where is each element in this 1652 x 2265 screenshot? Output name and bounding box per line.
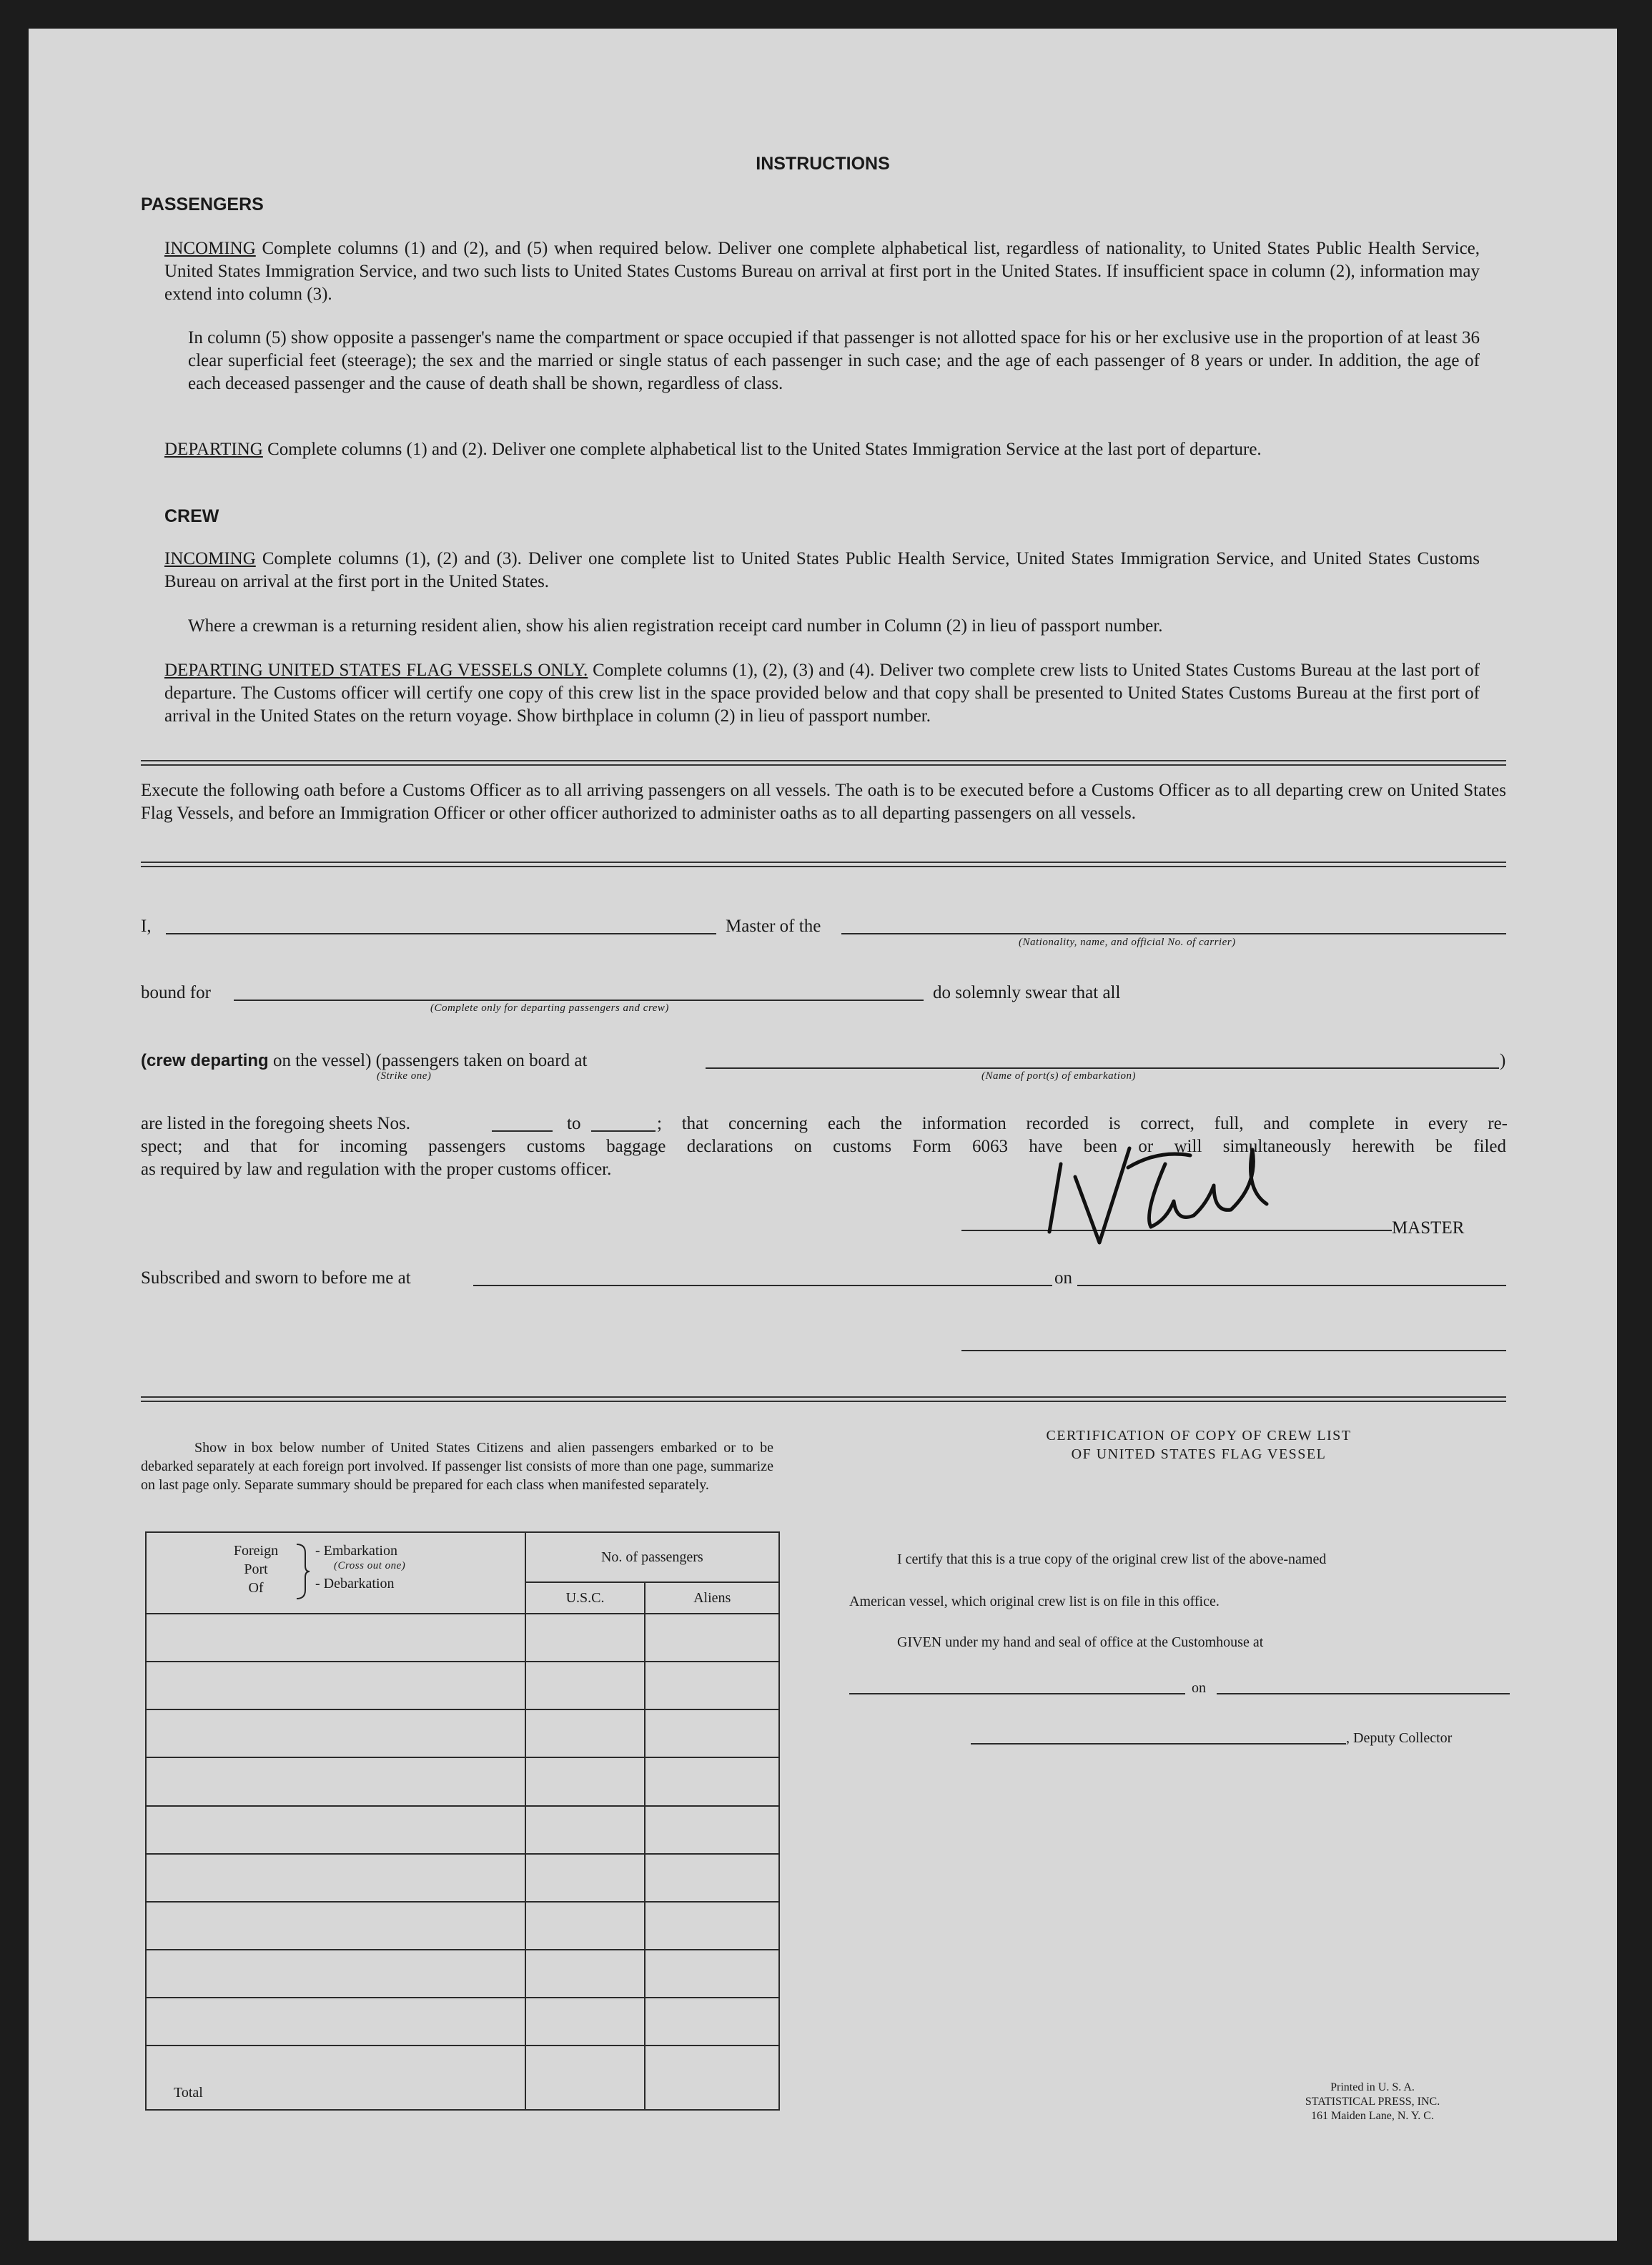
regulation-text: as required by law and regulation with the proper customs officer. (141, 1160, 612, 1179)
to-label: to (567, 1114, 581, 1133)
port-cell[interactable] (146, 1662, 525, 1709)
debarkation-label: - Debarkation (315, 1576, 395, 1592)
printer-line1: Printed in U. S. A. (1330, 2081, 1415, 2093)
sheet-from-field[interactable] (492, 1130, 553, 1132)
page-title: INSTRUCTIONS (756, 154, 890, 174)
usc-cell[interactable] (525, 1709, 646, 1757)
aliens-cell[interactable] (645, 1950, 779, 1998)
certification-title-line2: OF UNITED STATES FLAG VESSEL (1071, 1446, 1327, 1462)
printer-imprint (1244, 2081, 1501, 2123)
embarkation-label: - Embarkation (315, 1543, 397, 1559)
port-label: Port (244, 1561, 268, 1577)
usc-cell[interactable] (525, 1757, 646, 1805)
port-cell[interactable] (146, 1806, 525, 1854)
given-text: GIVEN under my hand and seal of office at the Customhouse at (897, 1634, 1264, 1650)
aliens-cell[interactable] (645, 1998, 779, 2046)
crew-incoming-text: Complete columns (1), (2) and (3). Deliver one complete list to United States Public Health Service, United States Immigration Service, and United States Customs Bureau on arrival at the first port in the United States. (164, 549, 1480, 591)
listed-text: are listed in the foregoing sheets Nos. (141, 1114, 410, 1133)
passengers-incoming-paragraph (164, 237, 1480, 306)
summary-instructions: Show in box below number of United States Citizens and alien passengers embarked or to be debarked separately at each foreign port involved. If passenger list consists of more than one page, summarize on last page only. Separate summary should be prepared for each class when manifested separately. (141, 1440, 773, 1493)
aliens-header: Aliens (645, 1582, 779, 1614)
passengers-title: PASSENGERS (141, 194, 264, 214)
aliens-total-cell[interactable] (645, 2046, 779, 2110)
of-label: Of (248, 1580, 264, 1596)
close-paren: ) (1500, 1051, 1506, 1070)
customhouse-field[interactable] (849, 1693, 1185, 1694)
usc-cell[interactable] (525, 1614, 646, 1662)
usc-cell[interactable] (525, 1854, 646, 1902)
crew-departing-option: (crew departing (141, 1051, 269, 1070)
passengers-incoming-text: Complete columns (1) and (2), and (5) when required below. Deliver one complete alphabetical list, regardless of nationality, to United States Public Health Service, United States Immigration Service, and two such lists to United States Customs Bureau on arrival at first port in the United States. If insufficient space in column (2), information may extend into column (3). (164, 239, 1480, 304)
sheet-to-field[interactable] (591, 1130, 656, 1132)
aliens-cell[interactable] (645, 1757, 779, 1805)
passengers-departing-text: Complete columns (1) and (2). Deliver one complete alphabetical list to the United States Immigration Service at the last port of departure. (267, 440, 1262, 459)
on-vessel-text: on the vessel) (272, 1051, 372, 1070)
port-cell[interactable] (146, 1614, 525, 1662)
foreign-port-header (146, 1532, 525, 1614)
usc-cell[interactable] (525, 1902, 646, 1950)
master-label: MASTER (1392, 1218, 1465, 1238)
divider-double (141, 760, 1506, 766)
ports-field[interactable] (706, 1067, 1499, 1069)
ports-caption: (Name of port(s) of embarkation) (981, 1070, 1136, 1082)
port-cell[interactable] (146, 1902, 525, 1950)
bound-for-caption: (Complete only for departing passengers and crew) (430, 1002, 669, 1014)
form-sheet (29, 29, 1617, 2241)
bound-for-label: bound for (141, 983, 211, 1002)
sworn-place-field[interactable] (473, 1285, 1052, 1286)
master-signature (1044, 1135, 1344, 1260)
passengers-departing-label: DEPARTING (164, 440, 263, 459)
concerning-text: ; that concerning each the information recorded is correct, full, and complete in every re- (657, 1114, 1508, 1133)
carrier-caption: (Nationality, name, and official No. of carrier) (1019, 937, 1236, 948)
passenger-summary-table (145, 1531, 780, 2111)
printer-line2: STATISTICAL PRESS, INC. (1305, 2096, 1440, 2108)
passengers-taken-option: (passengers taken on board at (375, 1051, 588, 1070)
deputy-signature-field[interactable] (971, 1743, 1346, 1745)
usc-header: U.S.C. (525, 1582, 646, 1614)
aliens-cell[interactable] (645, 1709, 779, 1757)
crew-departing-label: DEPARTING UNITED STATES FLAG VESSELS ONLY. (164, 661, 588, 680)
no-of-passengers-header: No. of passengers (525, 1532, 779, 1582)
master-of-label: Master of the (726, 917, 821, 936)
strike-caption: (Strike one) (377, 1070, 432, 1082)
passengers-departing-paragraph (164, 438, 1480, 461)
passengers-column5-paragraph: In column (5) show opposite a passenger's name the compartment or space occupied if that passenger is not allotted space for his or her exclusive use in the proportion of at least 36 clear superficial feet (steerage); the sex and the married or single status of each passenger in such case; and the age of each passenger of 8 years or under. In addition, the age of each deceased passenger and the cause of death shall be shown, regardless of class. (188, 328, 1480, 393)
master-name-field[interactable] (166, 933, 716, 934)
usc-total-cell[interactable] (525, 2046, 646, 2110)
printer-line3: 161 Maiden Lane, N. Y. C. (1311, 2110, 1434, 2122)
port-cell[interactable] (146, 1854, 525, 1902)
crew-incoming-label: INCOMING (164, 549, 256, 568)
foreign-label: Foreign (233, 1543, 279, 1559)
crew-departing-text: Complete columns (1), (2), (3) and (4). Deliver two complete crew lists to United States Customs Bureau at the last port of departure. The Customs officer will certify one copy of this crew list in the space provided below and that copy shall be presented to United States Customs Bureau at the first port of arrival in the United States on the return voyage. Show birthplace in column (2) in lieu of passport number. (164, 661, 1480, 726)
certification-title (877, 1426, 1520, 1464)
cert-on-label: on (1192, 1680, 1206, 1696)
cross-out-caption: (Cross out one) (334, 1560, 406, 1571)
usc-cell[interactable] (525, 1950, 646, 1998)
oath-i-label: I, (141, 917, 152, 936)
port-cell[interactable] (146, 1757, 525, 1805)
swear-text: do solemnly swear that all (933, 983, 1121, 1002)
usc-cell[interactable] (525, 1806, 646, 1854)
aliens-cell[interactable] (645, 1854, 779, 1902)
sworn-date-field[interactable] (1077, 1285, 1506, 1286)
brace-icon (295, 1543, 311, 1600)
aliens-cell[interactable] (645, 1806, 779, 1854)
sworn-on-label: on (1054, 1268, 1072, 1288)
certification-title-line1: CERTIFICATION OF COPY OF CREW LIST (1046, 1428, 1352, 1444)
officer-signature-field[interactable] (961, 1350, 1506, 1351)
divider-double (141, 862, 1506, 867)
spect-text: spect; and that for incoming passengers customs baggage declarations on customs Form 6063 have been or will simultaneously herewith be filed (141, 1137, 1506, 1156)
crew-incoming-paragraph (164, 548, 1480, 593)
passengers-incoming-label: INCOMING (164, 239, 256, 258)
deputy-collector-label: , Deputy Collector (1346, 1730, 1453, 1746)
crew-resident-paragraph: Where a crewman is a returning resident alien, show his alien registration receipt card number in Column (2) in lieu of passport number. (188, 616, 1163, 636)
aliens-cell[interactable] (645, 1902, 779, 1950)
carrier-field[interactable] (841, 933, 1506, 934)
crew-departing-paragraph (164, 659, 1480, 728)
aliens-cell[interactable] (645, 1662, 779, 1709)
usc-cell[interactable] (525, 1998, 646, 2046)
certify-line2: American vessel, which original crew list is on file in this office. (849, 1594, 1220, 1609)
cert-date-field[interactable] (1217, 1693, 1510, 1694)
port-cell[interactable] (146, 1709, 525, 1757)
subscribed-text: Subscribed and sworn to before me at (141, 1268, 411, 1288)
port-cell[interactable] (146, 1950, 525, 1998)
usc-cell[interactable] (525, 1662, 646, 1709)
total-label: Total (146, 2046, 525, 2110)
aliens-cell[interactable] (645, 1614, 779, 1662)
oath-intro: Execute the following oath before a Customs Officer as to all arriving passengers on all vessels. The oath is to be executed before a Customs Officer as to all departing crew on United States Flag Vessels, and before an Immigration Officer or other officer authorized to administer oaths as to all departing passengers on all vessels. (141, 781, 1506, 823)
bound-for-field[interactable] (234, 1000, 924, 1001)
divider-double (141, 1396, 1506, 1402)
port-cell[interactable] (146, 1998, 525, 2046)
certify-line1: I certify that this is a true copy of the original crew list of the above-named (897, 1551, 1327, 1567)
strike-one-line (141, 1050, 587, 1072)
crew-title: CREW (164, 506, 219, 526)
